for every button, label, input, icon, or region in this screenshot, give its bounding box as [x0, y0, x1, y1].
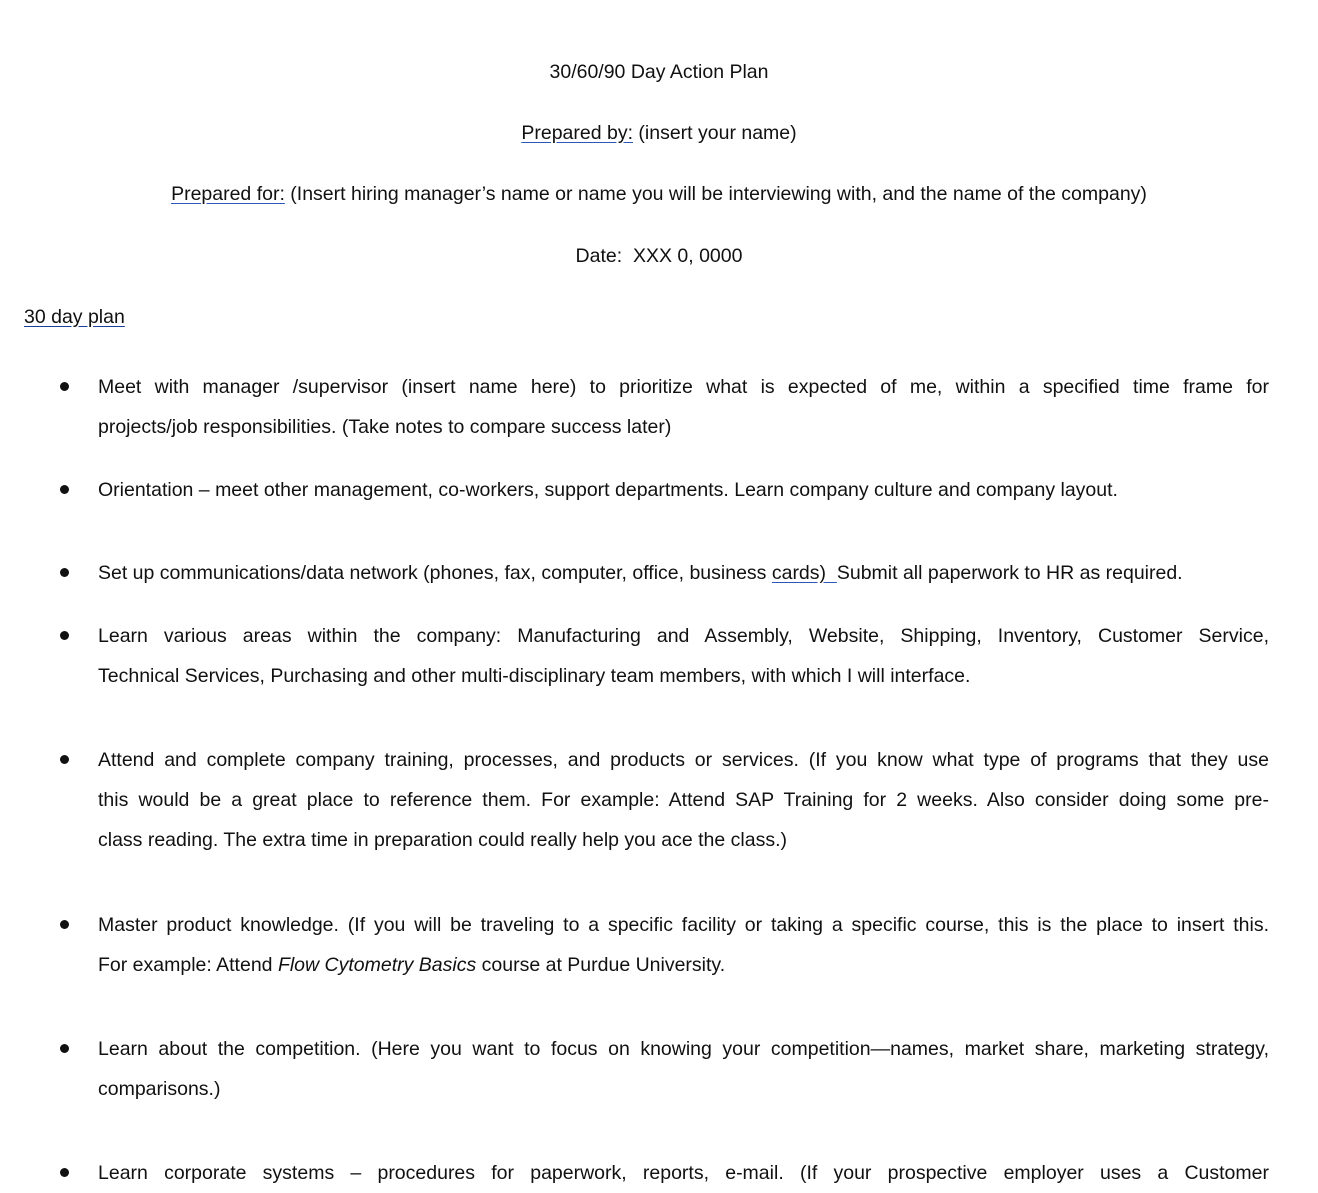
text-line: Learn various areas within the company: Manufacturing and Assembly, Website, Shipping, Inventory, Customer Service, [98, 625, 1269, 647]
italic-course-name: Flow Cytometry Basics [277, 954, 477, 976]
list-item-text [98, 470, 1269, 510]
bullet-icon [60, 741, 72, 779]
list-item-text [98, 1153, 1269, 1193]
text-segment: Set up communications/data network (phones, fax, computer, office, business [98, 562, 772, 584]
bullet-icon [60, 1030, 72, 1068]
text-line: Master product knowledge. (If you will be traveling to a specific facility or taking a specific course, this is the place to insert this. [98, 914, 1269, 936]
bullet-icon [60, 471, 72, 509]
bullet-icon [60, 906, 72, 944]
list-item-text [98, 616, 1269, 696]
prepared-by-label: Prepared by: [521, 122, 633, 144]
document-title: 30/60/90 Day Action Plan [549, 61, 769, 83]
list-item-text [98, 553, 1269, 593]
text-line: Orientation – meet other management, co-workers, support departments. Learn company culture and company layout. [98, 479, 1118, 501]
bullet-icon [60, 1154, 72, 1192]
section-heading: 30 day plan [24, 306, 125, 328]
list-item-text [98, 905, 1269, 985]
bullet-icon [60, 554, 72, 592]
bullet-icon [60, 368, 72, 406]
text-segment: Submit all paperwork to HR as required. [836, 562, 1183, 584]
list-item-text [98, 740, 1269, 860]
underlined-segment: cards) [771, 562, 837, 584]
text-line: Technical Services, Purchasing and other multi-disciplinary team members, with which I will interface. [98, 665, 971, 687]
text-line: Learn about the competition. (Here you want to focus on knowing your competition—names, market share, marketing strategy, [98, 1038, 1269, 1060]
text-line: Attend and complete company training, processes, and products or services. (If you know what type of programs that they use [98, 749, 1269, 771]
list-item-text [98, 1029, 1269, 1109]
text-line [98, 553, 1269, 593]
prepared-by-value: (insert your name) [633, 122, 797, 144]
text-line: Learn corporate systems – procedures for paperwork, reports, e-mail. (If your prospective employer uses a Customer [98, 1162, 1269, 1184]
text-line [98, 945, 1269, 985]
bullet-icon [60, 617, 72, 655]
date-value: XXX 0, 0000 [632, 245, 743, 267]
prepared-for-line [0, 183, 1318, 206]
date-label: Date: [575, 245, 623, 267]
text-line: Meet with manager /supervisor (insert name here) to prioritize what is expected of me, within a specified time frame for [98, 376, 1269, 398]
text-line: projects/job responsibilities. (Take notes to compare success later) [98, 416, 672, 438]
prepared-by-line [0, 122, 1318, 145]
list-item-text [98, 367, 1269, 447]
text-line: class reading. The extra time in preparation could really help you ace the class.) [98, 829, 788, 851]
date-line [0, 245, 1318, 268]
text-line: this would be a great place to reference them. For example: Attend SAP Training for 2 weeks. Also consider doing some pre- [98, 789, 1269, 811]
text-segment: For example: Attend [98, 954, 278, 976]
prepared-for-label: Prepared for: [171, 183, 285, 205]
prepared-for-value: (Insert hiring manager’s name or name you will be interviewing with, and the name of the company) [284, 183, 1147, 205]
text-segment: course at Purdue University. [476, 954, 726, 976]
text-line: comparisons.) [98, 1078, 221, 1100]
